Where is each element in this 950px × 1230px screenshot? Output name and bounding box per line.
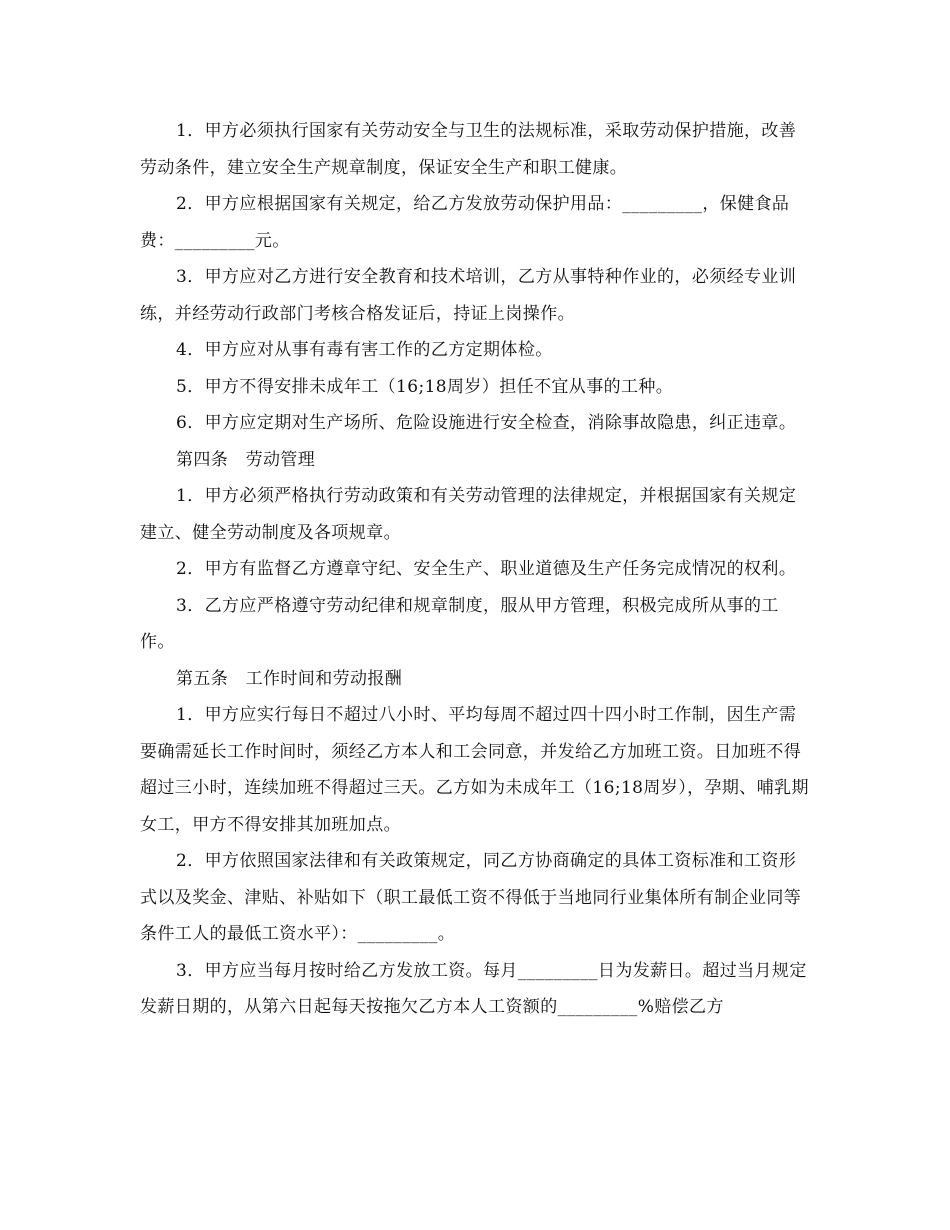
clause-3-item-5: 5．甲方不得安排未成年工（16;18周岁）担任不宜从事的工种。 <box>176 376 674 397</box>
clause-4-item-1: 1．甲方必须严格执行劳动政策和有关劳动管理的法律规定，并根据国家有关规定建立、健全劳动制度及各项规章。 <box>140 486 797 543</box>
clause-5-item-2: 2．甲方依照国家法律和有关政策规定，同乙方协商确定的具体工资标准和工资形式以及奖金、津贴、补贴如下（职工最低工资不得低于当地同行业集体所有制企业同等条件工人的最低工资水平）：_________。 <box>140 851 802 944</box>
clause-5-item-3: 3．甲方应当每月按时给乙方发放工资。每月_________日为发薪日。超过当月规定发薪日期的，从第六日起每天按拖欠乙方本人工资额的_________%赔偿乙方 <box>140 960 807 1017</box>
clause-3-item-3: 3．甲方应对乙方进行安全教育和技术培训，乙方从事特种作业的，必须经专业训练，并经劳动行政部门考核合格发证后，持证上岗操作。 <box>140 267 797 324</box>
section-heading-article-5: 第五条 工作时间和劳动报酬 <box>176 668 403 689</box>
document-body <box>140 113 810 1026</box>
clause-3-item-4: 4．甲方应对从事有毒有害工作的乙方定期体检。 <box>176 340 553 360</box>
clause-3-item-6: 6．甲方应定期对生产场所、危险设施进行安全检查，消除事故隐患，纠正违章。 <box>176 413 797 433</box>
section-heading-article-4: 第四条 劳动管理 <box>176 449 316 470</box>
clause-3-item-2: 2．甲方应根据国家有关规定，给乙方发放劳动保护用品：_________，保健食品费：_________元。 <box>140 194 790 251</box>
clause-4-item-2: 2．甲方有监督乙方遵章守纪、安全生产、职业道德及生产任务完成情况的权利。 <box>176 559 797 579</box>
clause-5-item-1: 1．甲方应实行每日不超过八小时、平均每周不超过四十四小时工作制，因生产需要确需延长工作时间时，须经乙方本人和工会同意，并发给乙方加班工资。日加班不得超过三小时，连续加班不得超过三天。乙方如为未成年工（16;18周岁），孕期、哺乳期女工，甲方不得安排其加班加点。 <box>140 705 809 835</box>
clause-3-item-1: 1．甲方必须执行国家有关劳动安全与卫生的法规标准，采取劳动保护措施，改善劳动条件，建立安全生产规章制度，保证安全生产和职工健康。 <box>140 121 797 178</box>
clause-4-item-3: 3．乙方应严格遵守劳动纪律和规章制度，服从甲方管理，积极完成所从事的工作。 <box>140 595 779 652</box>
